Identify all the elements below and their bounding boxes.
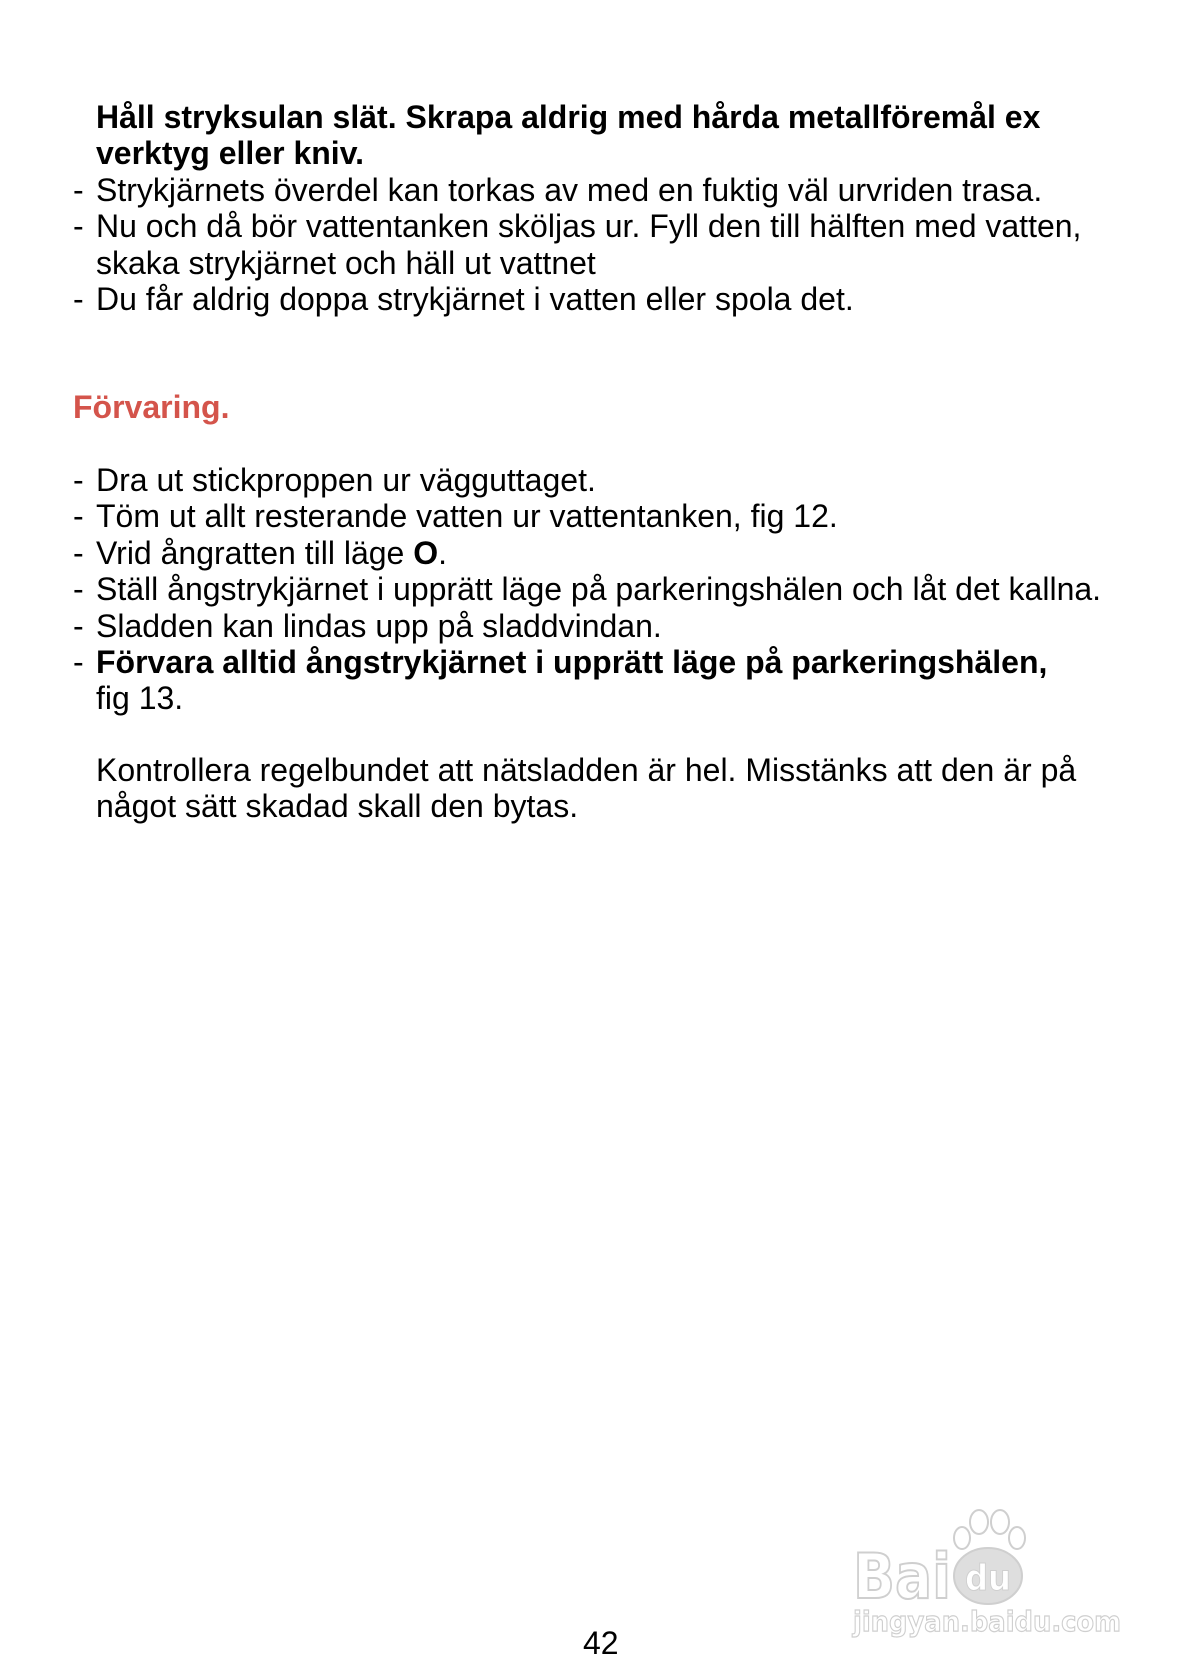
bullet-dash: -	[73, 280, 84, 317]
list-item-text: Ställ ångstrykjärnet i upprätt läge på parkeringshälen och låt det kallna.	[96, 571, 1102, 608]
bullet-dash: -	[73, 571, 84, 608]
bullet-dash: -	[73, 171, 84, 208]
bullet-dash: -	[73, 208, 84, 245]
bullet-dash: -	[73, 462, 84, 498]
list-item	[73, 281, 1153, 317]
list-item-text-part: .	[438, 534, 447, 571]
list-item-text	[96, 535, 447, 571]
list-item	[73, 172, 1153, 208]
list-item-continuation	[73, 245, 1153, 281]
intro-line-text: Håll stryksulan slät. Skrapa aldrig med hårda metallföremål ex	[96, 99, 1041, 135]
list-item	[73, 608, 1153, 644]
position-label: O	[413, 534, 439, 571]
bullet-dash: -	[73, 607, 84, 644]
bullet-dash: -	[73, 498, 84, 535]
paragraph-line	[73, 752, 1153, 788]
page-number: 42	[583, 1625, 619, 1661]
list-item	[73, 644, 1153, 680]
intro-line-text: verktyg eller kniv.	[96, 135, 364, 172]
list-item	[73, 571, 1153, 607]
storage-list	[73, 462, 1153, 717]
intro-line	[73, 135, 1153, 171]
list-item	[73, 535, 1153, 571]
list-item	[73, 462, 1153, 498]
list-item-text: Töm ut allt resterande vatten ur vattentanken, fig 12.	[96, 498, 838, 535]
bullet-dash: -	[73, 534, 84, 571]
paragraph-line-text: något sätt skadad skall den bytas.	[96, 788, 579, 825]
bullet-dash: -	[73, 643, 84, 680]
cleaning-section	[73, 99, 1153, 317]
list-item	[73, 498, 1153, 534]
paragraph-line-text: Kontrollera regelbundet att nätsladden är hel. Misstänks att den är på	[96, 752, 1077, 788]
section-heading: Förvaring.	[73, 389, 230, 425]
watermark-brand-left: Bai	[853, 1540, 951, 1613]
list-item-continuation	[73, 680, 1153, 716]
intro-line	[73, 99, 1153, 135]
baidu-watermark	[845, 1500, 1135, 1645]
watermark-url: jingyan.baidu.com	[852, 1605, 1121, 1638]
list-item-text: Strykjärnets överdel kan torkas av med en fuktig väl urvriden trasa.	[96, 171, 1043, 208]
list-item-text: skaka strykjärnet och häll ut vattnet	[96, 244, 596, 281]
list-item-text: Nu och då bör vattentanken sköljas ur. Fyll den till hälften med vatten,	[96, 208, 1082, 245]
watermark-brand-right: du	[965, 1558, 1011, 1599]
list-item-text: Du får aldrig doppa strykjärnet i vatten eller spola det.	[96, 280, 854, 317]
list-item-text: Sladden kan lindas upp på sladdvindan.	[96, 607, 662, 644]
list-item	[73, 208, 1153, 244]
list-item-text-bold: Förvara alltid ångstrykjärnet i upprätt läge på parkeringshälen,	[96, 643, 1048, 680]
paragraph-line	[73, 788, 1153, 824]
list-item-text: fig 13.	[96, 680, 184, 717]
list-item-text-part: Vrid ångratten till läge	[96, 534, 414, 571]
note-paragraph	[73, 752, 1153, 825]
list-item-text: Dra ut stickproppen ur vägguttaget.	[96, 462, 596, 498]
